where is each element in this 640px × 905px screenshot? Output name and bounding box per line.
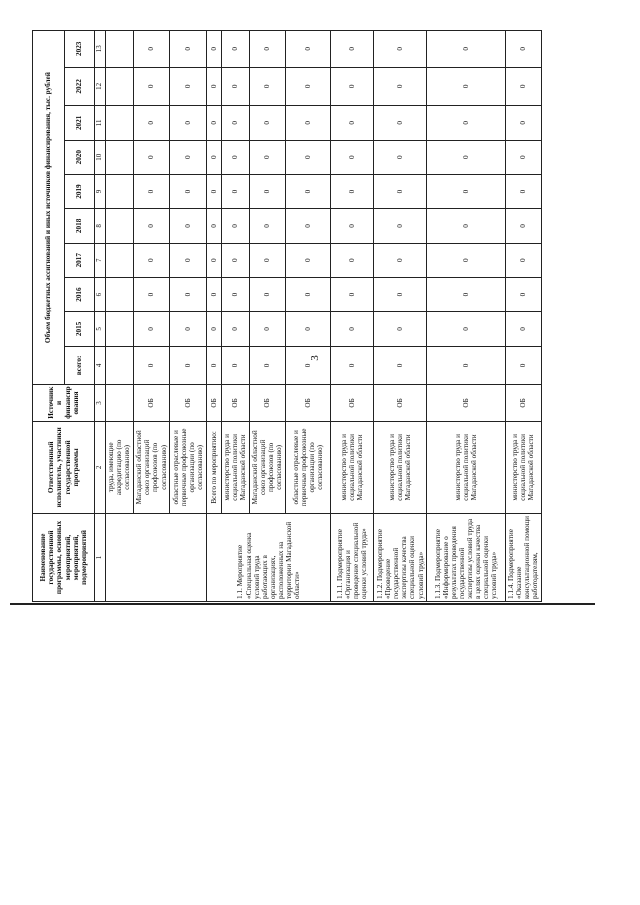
cell-value: 0 <box>285 243 330 277</box>
cell-value: 0 <box>170 140 207 174</box>
column-number: 13 <box>95 31 106 68</box>
column-number: 1 <box>95 514 106 602</box>
cell-value: 0 <box>170 31 207 68</box>
cell-value: 0 <box>427 277 505 311</box>
cell-value: 0 <box>133 106 169 140</box>
cell-value: 0 <box>285 67 330 106</box>
cell-value: 0 <box>427 346 505 385</box>
cell-value: 0 <box>285 106 330 140</box>
cell-value: 0 <box>374 277 427 311</box>
cell-value: 0 <box>374 312 427 346</box>
cell-value: 0 <box>207 106 221 140</box>
cell-value: 0 <box>133 243 169 277</box>
row-executor: труда, имеющие аккредитацию (по согласованию) <box>105 421 133 513</box>
cell-value: 0 <box>207 31 221 68</box>
cell-value: 0 <box>249 312 285 346</box>
cell-value: 0 <box>374 140 427 174</box>
column-number: 6 <box>95 277 106 311</box>
cell-value: 0 <box>427 140 505 174</box>
row-name: 1.1.4. Подмероприятие «Оказание консультационной помощи работодателям, <box>505 514 541 602</box>
cell-value: 0 <box>170 106 207 140</box>
cell-value: 0 <box>207 243 221 277</box>
header-year: 2017 <box>65 243 95 277</box>
header-year: 2021 <box>65 106 95 140</box>
cell-value: 0 <box>249 277 285 311</box>
cell-value: 0 <box>207 174 221 208</box>
cell-value: 0 <box>505 67 541 106</box>
column-number: 2 <box>95 421 106 513</box>
row-executor: областные отраслевые и первичные профсоюзные организации (по согласованию) <box>285 421 330 513</box>
rotated-table-container <box>32 30 542 602</box>
cell-value: 0 <box>374 106 427 140</box>
cell-value: 0 <box>374 31 427 68</box>
cell-value: 0 <box>427 106 505 140</box>
cell-value: 0 <box>427 174 505 208</box>
row-source: ОБ <box>285 385 330 421</box>
cell-value: 0 <box>505 106 541 140</box>
cell-value: 0 <box>207 312 221 346</box>
cell-value: 0 <box>505 209 541 243</box>
row-source: ОБ <box>221 385 249 421</box>
cell-value: 0 <box>285 174 330 208</box>
row-executor: областные отраслевые и первичные профсоюзные организации (по согласованию) <box>170 421 207 513</box>
cell-value: 0 <box>133 174 169 208</box>
financing-table <box>32 30 542 602</box>
cell-value <box>105 31 133 68</box>
row-name: 1.1.3. Подмероприятие «Информирование о результатах проведения государственной экспертизы условий труда в целях оценки качества специальной оценки условий труда» <box>427 514 505 602</box>
cell-value: 0 <box>170 174 207 208</box>
header-name: Наименование государственной программы, основных мероприятий, мероприятий, подмероприятий <box>33 514 95 602</box>
cell-value: 0 <box>505 243 541 277</box>
cell-value: 0 <box>207 277 221 311</box>
cell-value: 0 <box>505 140 541 174</box>
cell-value: 0 <box>221 312 249 346</box>
row-executor: Магаданский областной союз организаций профсоюзов (по согласованию) <box>133 421 169 513</box>
cell-value: 0 <box>505 174 541 208</box>
cell-value: 0 <box>427 312 505 346</box>
cell-value: 0 <box>221 174 249 208</box>
cell-value: 0 <box>427 243 505 277</box>
page-number: 3 <box>308 355 321 361</box>
cell-value: 0 <box>331 277 374 311</box>
row-executor: министерство труда и социальной политики Магаданской области <box>505 421 541 513</box>
cell-value: 0 <box>374 67 427 106</box>
row-executor: министерство труда и социальной политики Магаданской области <box>427 421 505 513</box>
cell-value: 0 <box>331 140 374 174</box>
cell-value: 0 <box>505 31 541 68</box>
cell-value: 0 <box>249 346 285 385</box>
row-source: ОБ <box>505 385 541 421</box>
header-year: 2020 <box>65 140 95 174</box>
cell-value: 0 <box>170 346 207 385</box>
header-total: всего: <box>65 346 95 385</box>
cell-value: 0 <box>285 346 330 385</box>
cell-value: 0 <box>285 312 330 346</box>
cell-value: 0 <box>221 140 249 174</box>
cell-value: 0 <box>207 140 221 174</box>
row-source: ОБ <box>249 385 285 421</box>
cell-value: 0 <box>170 312 207 346</box>
row-source: ОБ <box>170 385 207 421</box>
cell-value: 0 <box>207 346 221 385</box>
cell-value <box>105 346 133 385</box>
cell-value <box>105 209 133 243</box>
row-name: 1.1. Мероприятие «Специальная оценка условий труда работающих в организациях, расположенных на территории Магаданской области» <box>207 514 331 602</box>
cell-value: 0 <box>505 312 541 346</box>
cell-value: 0 <box>133 209 169 243</box>
cell-value: 0 <box>249 174 285 208</box>
cell-value: 0 <box>374 346 427 385</box>
cell-value: 0 <box>285 31 330 68</box>
header-source: Источник и финансир ования <box>33 385 95 421</box>
row-name: 1.1.2. Подмероприятие «Проведение государственной экспертизы качества специальной оценки условий труда» <box>374 514 427 602</box>
cell-value: 0 <box>170 209 207 243</box>
cell-value: 0 <box>133 67 169 106</box>
cell-value: 0 <box>285 277 330 311</box>
cell-value: 0 <box>285 140 330 174</box>
cell-value: 0 <box>221 243 249 277</box>
cell-value: 0 <box>221 31 249 68</box>
cell-value: 0 <box>170 67 207 106</box>
row-executor: Всего по мероприятию: <box>207 421 221 513</box>
row-executor: Магаданский областной союз организаций профсоюзов (по согласованию) <box>249 421 285 513</box>
cell-value <box>105 140 133 174</box>
cell-value: 0 <box>331 243 374 277</box>
cell-value: 0 <box>427 31 505 68</box>
cell-value: 0 <box>427 67 505 106</box>
column-number: 11 <box>95 106 106 140</box>
cell-value <box>105 106 133 140</box>
column-number: 5 <box>95 312 106 346</box>
header-year: 2023 <box>65 31 95 68</box>
header-executor: Ответственный исполнитель, участники государственной программы <box>33 421 95 513</box>
cell-value: 0 <box>249 31 285 68</box>
row-executor: министерство труда и социальной политики Магаданской области <box>374 421 427 513</box>
cell-value: 0 <box>133 277 169 311</box>
column-number: 9 <box>95 174 106 208</box>
cell-value: 0 <box>207 67 221 106</box>
cell-value: 0 <box>221 346 249 385</box>
cell-value: 0 <box>249 140 285 174</box>
cell-value <box>105 174 133 208</box>
cell-value: 0 <box>249 106 285 140</box>
cell-value <box>105 277 133 311</box>
column-number: 7 <box>95 243 106 277</box>
row-source: ОБ <box>331 385 374 421</box>
cell-value: 0 <box>374 209 427 243</box>
column-number: 3 <box>95 385 106 421</box>
cell-value: 0 <box>374 174 427 208</box>
cell-value: 0 <box>249 67 285 106</box>
cell-value <box>105 67 133 106</box>
cell-value <box>105 243 133 277</box>
row-source: ОБ <box>133 385 169 421</box>
row-executor: министерство труда и социальной политики Магаданской области <box>331 421 374 513</box>
row-source <box>105 385 133 421</box>
column-number: 12 <box>95 67 106 106</box>
cell-value: 0 <box>331 67 374 106</box>
row-source: ОБ <box>427 385 505 421</box>
row-source: ОБ <box>207 385 221 421</box>
header-year: 2015 <box>65 312 95 346</box>
header-year: 2018 <box>65 209 95 243</box>
header-year: 2016 <box>65 277 95 311</box>
row-executor: министерство труда и социальной политики Магаданской области <box>221 421 249 513</box>
row-name: 1.1.1. Подмероприятие «Организация и проведение специальной оценки условий труда» <box>331 514 374 602</box>
cell-value: 0 <box>133 312 169 346</box>
cell-value: 0 <box>133 140 169 174</box>
row-name <box>105 514 206 602</box>
cell-value: 0 <box>331 106 374 140</box>
cell-value: 0 <box>505 346 541 385</box>
column-number: 8 <box>95 209 106 243</box>
cell-value: 0 <box>331 209 374 243</box>
cell-value: 0 <box>505 277 541 311</box>
cell-value: 0 <box>221 277 249 311</box>
horizontal-rule <box>10 603 595 605</box>
cell-value: 0 <box>249 209 285 243</box>
cell-value: 0 <box>285 209 330 243</box>
cell-value: 0 <box>133 346 169 385</box>
cell-value <box>105 312 133 346</box>
cell-value: 0 <box>170 243 207 277</box>
rotated-table-inner <box>32 30 542 602</box>
header-year: 2019 <box>65 174 95 208</box>
cell-value: 0 <box>221 106 249 140</box>
cell-value: 0 <box>427 209 505 243</box>
cell-value: 0 <box>133 31 169 68</box>
cell-value: 0 <box>221 67 249 106</box>
header-volume: Объем бюджетных ассигнований и иных источников финансирования, тыс. рублей <box>33 31 65 385</box>
cell-value: 0 <box>331 174 374 208</box>
header-year: 2022 <box>65 67 95 106</box>
column-number: 10 <box>95 140 106 174</box>
row-source: ОБ <box>374 385 427 421</box>
cell-value: 0 <box>207 209 221 243</box>
cell-value: 0 <box>221 209 249 243</box>
cell-value: 0 <box>249 243 285 277</box>
column-number: 4 <box>95 346 106 385</box>
cell-value: 0 <box>374 243 427 277</box>
cell-value: 0 <box>331 31 374 68</box>
cell-value: 0 <box>331 312 374 346</box>
cell-value: 0 <box>170 277 207 311</box>
cell-value: 0 <box>331 346 374 385</box>
